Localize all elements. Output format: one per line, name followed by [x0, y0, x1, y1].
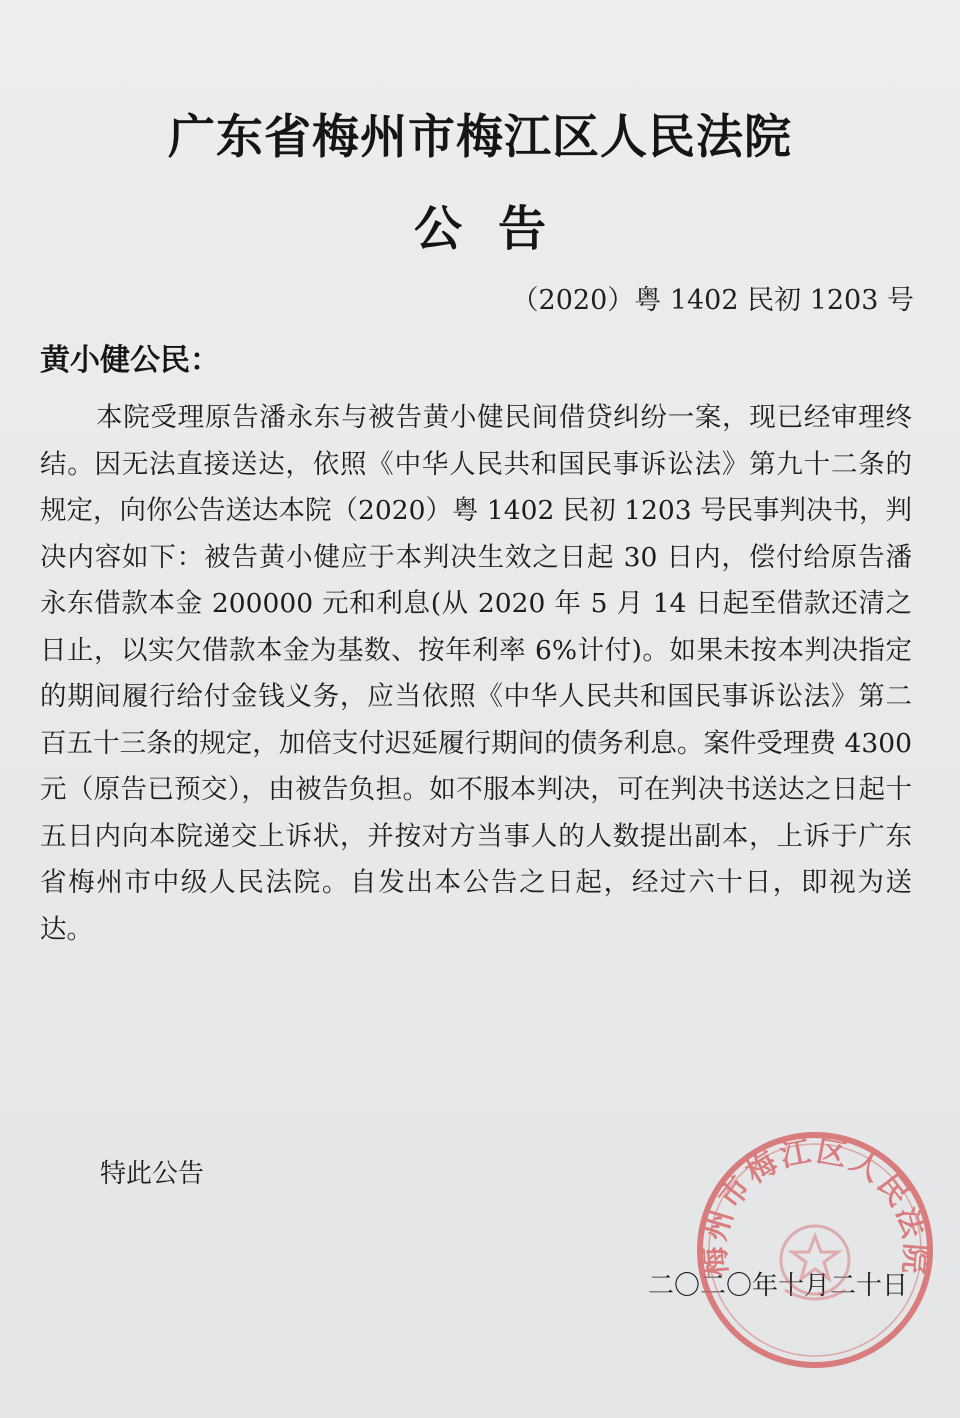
- addressee: 黄小健公民：: [40, 343, 220, 378]
- seal-emblem-icon: [781, 1226, 849, 1299]
- document-type-title: 公告: [413, 201, 582, 257]
- issue-date: 二〇二〇年十月二十日: [647, 1271, 908, 1301]
- court-name: 广东省梅州市梅江区人民法院: [168, 110, 792, 165]
- court-seal-stamp: [690, 1125, 940, 1375]
- case-number: （2020）粤 1402 民初 1203 号: [511, 285, 914, 316]
- notice-body: 本院受理原告潘永东与被告黄小健民间借贷纠纷一案，现已经审理终结。因无法直接送达，依照《中华人民共和国民事诉讼法》第九十二条的规定，向你公告送达本院（2020）粤 1402 民初 1203 号民事判决书，判决内容如下：被告黄小健应于本判决生效之日起 30 日内，偿付给原告潘永东借款本金 200000 元和利息(从 2020 年 5 月 14 日起至借款还清之日止，以实欠借款本金为基数、按年利率 6%计付)。如果未按本判决指定的期间履行给付金钱义务，应当依照《中华人民共和国民事诉讼法》第二百五十三条的规定，加倍支付迟延履行期间的债务利息。案件受理费 4300 元（原告已预交），由被告负担。如不服本判决，可在判决书送达之日起十五日内向本院递交上诉状，并按对方当事人的人数提出副本，上诉于广东省梅州市中级人民法院。自发出本公告之日起，经过六十日，即视为送达。: [40, 402, 913, 945]
- seal-outer-ring: [700, 1135, 930, 1365]
- seal-text: 梅州市梅江区人民法院: [697, 1133, 933, 1278]
- closing-phrase: 特此公告: [100, 1159, 205, 1189]
